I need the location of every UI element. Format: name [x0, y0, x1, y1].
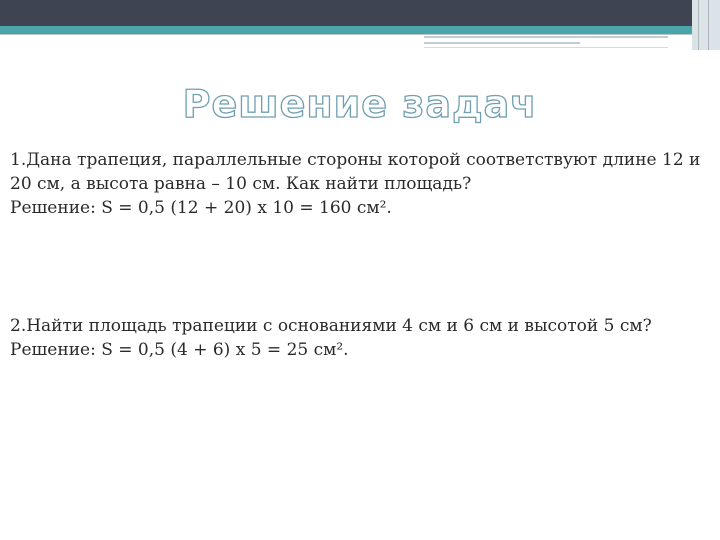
problem-1-statement: 1.Дана трапеция, параллельные стороны которой соответствуют длине 12 и 20 см, а высота равна – 10 см. Как найти площадь? — [10, 150, 701, 194]
corner-decoration-line — [708, 0, 709, 50]
decorative-line — [424, 47, 668, 48]
problem-1-solution: Решение: S = 0,5 (12 + 20) х 10 = 160 см². — [10, 198, 392, 218]
problem-2 — [10, 314, 714, 362]
problem-2-solution: Решение: S = 0,5 (4 + 6) х 5 = 25 см². — [10, 340, 349, 360]
header-divider — [0, 34, 720, 35]
decorative-line — [424, 42, 580, 44]
problem-1 — [10, 148, 714, 220]
header-accent-stripe — [0, 26, 720, 34]
slide-title: Решение задач — [182, 82, 538, 126]
corner-decoration-line — [698, 0, 699, 50]
decorative-line — [424, 36, 668, 38]
corner-decoration — [692, 0, 720, 50]
problem-2-statement: 2.Найти площадь трапеции с основаниями 4 см и 6 см и высотой 5 см? — [10, 316, 652, 336]
header-bar — [0, 0, 720, 26]
